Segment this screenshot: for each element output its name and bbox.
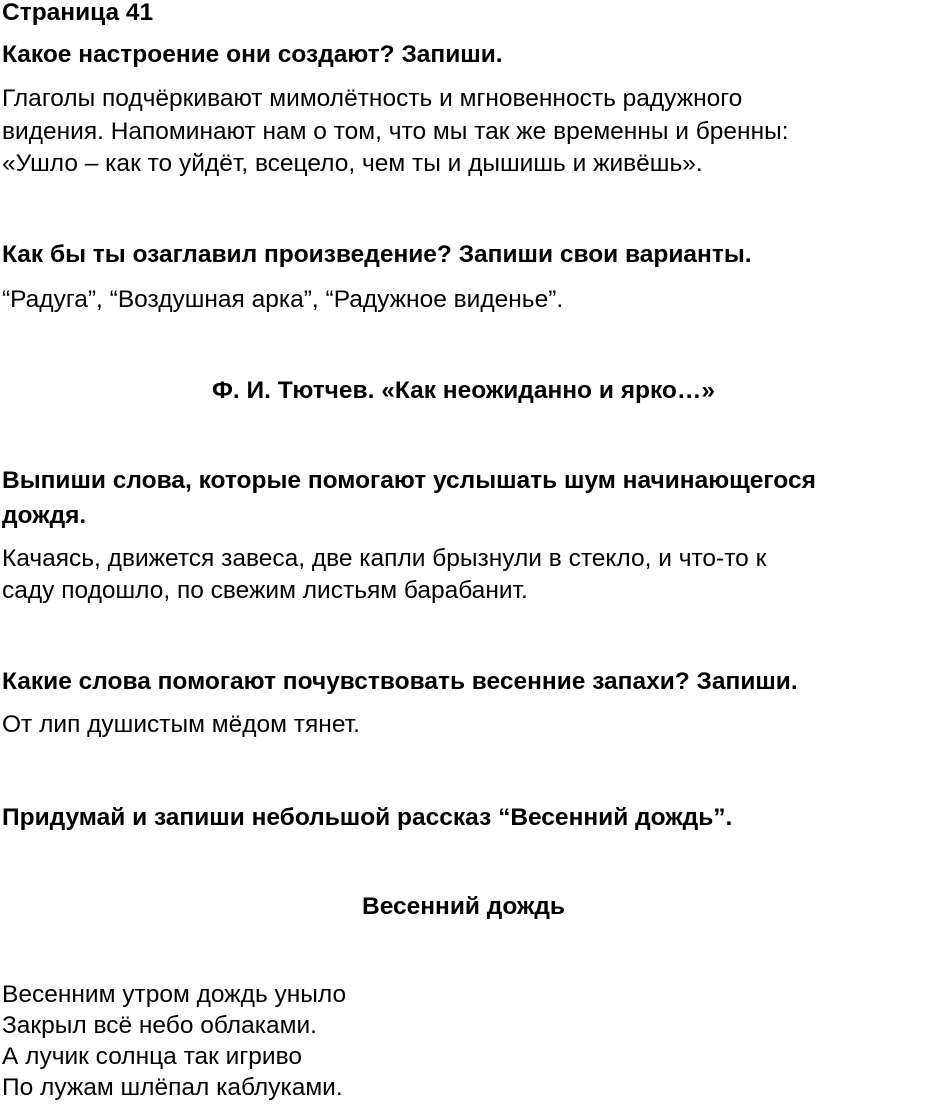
question-title: Как бы ты озаглавил произведение? Запиши свои варианты. — [2, 241, 752, 268]
story-line-1: Весенним утром дождь уныло — [2, 981, 347, 1008]
story-line-4: По лужам шлёпал каблуками. — [2, 1074, 343, 1101]
answer-rain-sound-line-2: саду подошло, по свежим листьям барабанит. — [2, 577, 528, 604]
question-rain-sound-line-1: Выпиши слова, которые помогают услышать шум начинающегося — [2, 467, 816, 494]
answer-title: “Радуга”, “Воздушная арка”, “Радужное виденье”. — [2, 286, 564, 313]
answer-mood-line-2: видения. Напоминают нам о том, что мы так же временны и бренны: — [2, 118, 789, 145]
poem-heading: Ф. И. Тютчев. «Как неожиданно и ярко…» — [211, 377, 715, 404]
page-header: Страница 41 — [2, 0, 154, 26]
answer-mood-line-1: Глаголы подчёркивают мимолётность и мгновенность радужного — [2, 85, 743, 112]
question-story: Придумай и запиши небольшой рассказ “Весенний дождь”. — [2, 804, 733, 831]
answer-rain-sound-line-1: Качаясь, движется завеса, две капли брызнули в стекло, и что-то к — [2, 545, 767, 572]
story-line-3: А лучик солнца так игриво — [2, 1043, 302, 1070]
question-rain-sound-line-2: дождя. — [2, 502, 87, 529]
question-spring-smells: Какие слова помогают почувствовать весенние запахи? Запиши. — [2, 668, 798, 695]
story-title: Весенний дождь — [362, 893, 565, 920]
question-mood: Какое настроение они создают? Запиши. — [2, 41, 503, 68]
answer-spring-smells: От лип душистым мёдом тянет. — [2, 711, 360, 738]
story-line-2: Закрыл всё небо облаками. — [2, 1012, 317, 1039]
answer-mood-line-3: «Ушло – как то уйдёт, всецело, чем ты и дышишь и живёшь». — [2, 150, 703, 177]
